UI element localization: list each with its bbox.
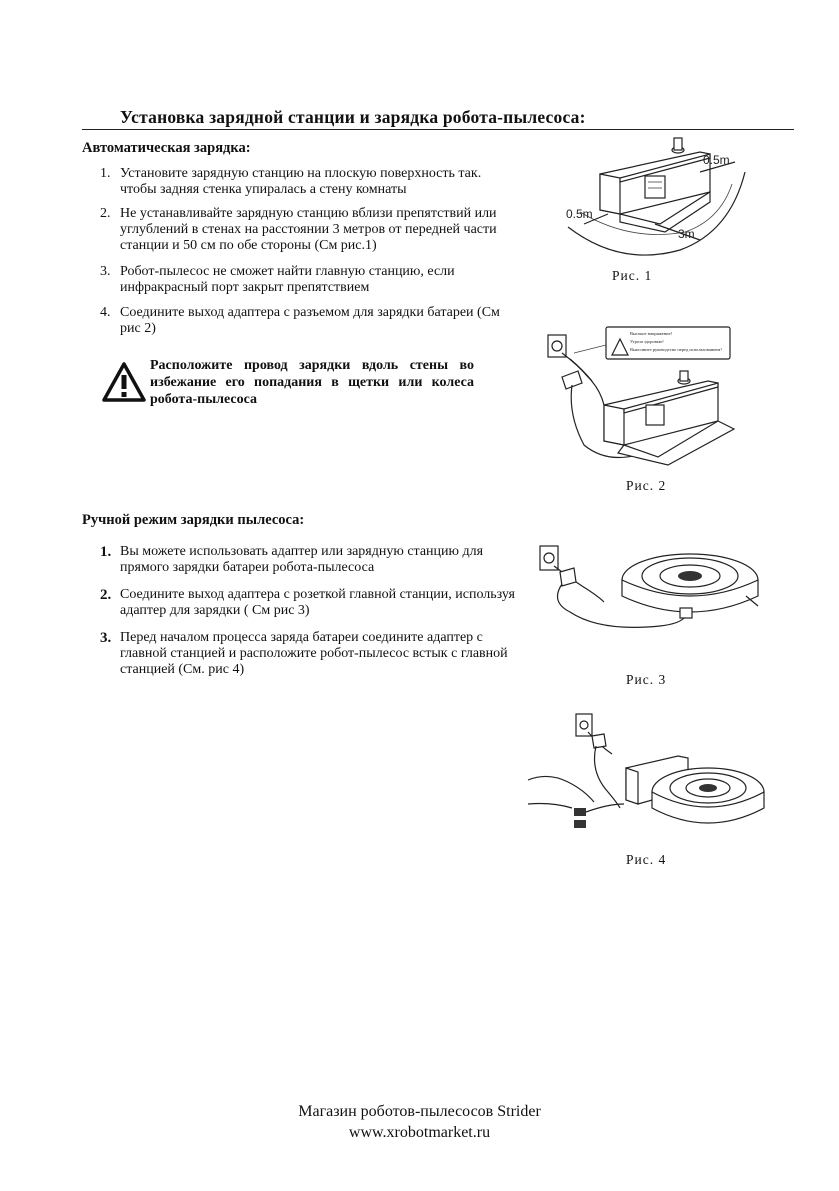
item-number: 3. [100, 264, 111, 279]
fig2-warning-2: Угроза здоровью! [630, 339, 664, 344]
fig1-caption: Рис. 1 [612, 268, 653, 283]
figure-3-adapter-robot [540, 542, 760, 642]
figure-2-adapter-station [548, 325, 738, 475]
item-text: Не устанавливайте зарядную станцию вблизи препятствий или углублений в стенах на расстоянии 3 метров от передней части станции и 50 см по обе стороны (См рис.1) [120, 206, 497, 253]
fig4-caption: Рис. 4 [626, 852, 667, 867]
figure-4-robot-docked [528, 712, 768, 842]
item-number: 2. [100, 587, 112, 603]
item-number: 1. [100, 544, 112, 560]
fig2-warning-3: Выполните руководство перед использованием! [630, 347, 722, 352]
item-number: 2. [100, 206, 111, 221]
title-divider [82, 129, 794, 130]
item-text: Соедините выход адаптера с розеткой главной станции, используя адаптер для зарядки ( См рис 3) [120, 587, 515, 618]
warning-text: Расположите провод зарядки вдоль стены во избежание его попадания в щетки или колеса робота-пылесоса [150, 358, 474, 407]
item-number: 4. [100, 305, 111, 320]
footer-website[interactable]: www.xrobotmarket.ru [348, 1124, 491, 1141]
item-text: Перед началом процесса заряда батареи соедините адаптер с главной станцией и расположите робот-пылесос встык с главной станцией (См. рис 4) [120, 630, 508, 677]
manual-heading: Ручной режим зарядки пылесоса: [82, 512, 305, 528]
item-text: Робот-пылесос не сможет найти главную станцию, если инфракрасный порт закрыт препятствием [120, 264, 455, 295]
fig2-warning-1: Высокое напряжение! [630, 331, 673, 336]
item-text: Соедините выход адаптера с разъемом для зарядки батареи (См рис 2) [120, 305, 500, 336]
auto-heading: Автоматическая зарядка: [82, 140, 251, 156]
item-text: Установите зарядную станцию на плоскую поверхность так. чтобы задняя стенка упиралась а стену комнаты [120, 166, 482, 197]
item-text: Вы можете использовать адаптер или зарядную станцию для прямого зарядки батареи робота-пылесоса [120, 544, 484, 575]
figure-1-station-clearance [560, 132, 760, 262]
fig1-label-front: 3m [678, 227, 695, 241]
fig1-label-right: 0.5m [703, 153, 730, 167]
fig1-label-left: 0.5m [566, 207, 593, 221]
fig2-caption: Рис. 2 [626, 478, 667, 493]
fig3-caption: Рис. 3 [626, 672, 667, 687]
item-number: 3. [100, 630, 112, 646]
page-title: Установка зарядной станции и зарядка робота-пылесоса: [120, 107, 586, 127]
warning-icon [102, 362, 146, 402]
footer-shop-name: Магазин роботов-пылесосов Strider [298, 1103, 541, 1120]
item-number: 1. [100, 166, 111, 181]
